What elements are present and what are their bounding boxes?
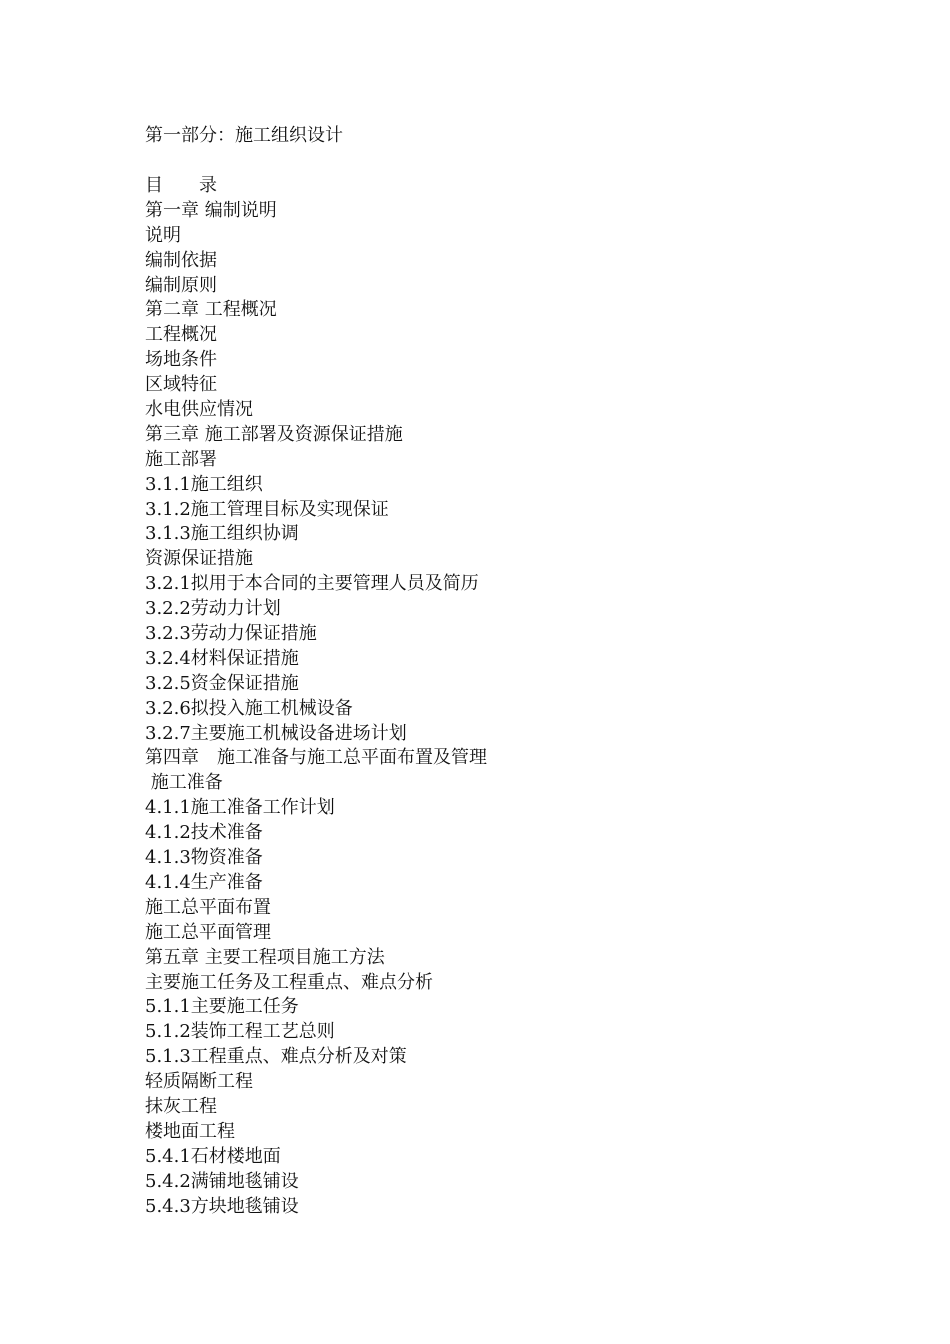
toc-entry: 资源保证措施 [145,548,253,570]
toc-entry: 3.1.1施工组织 [145,473,263,495]
toc-entry: 第五章 主要工程项目施工方法 [145,946,385,968]
toc-entry: 区域特征 [145,374,217,396]
document-title: 第一部分：施工组织设计 [145,125,343,146]
toc-entry: 说明 [145,224,181,246]
toc-entry: 4.1.2技术准备 [145,822,263,844]
toc-entry: 5.1.3工程重点、难点分析及对策 [145,1046,407,1068]
toc-entry: 3.2.5资金保证措施 [145,672,299,694]
toc-entry: 第三章 施工部署及资源保证措施 [145,423,403,445]
toc-entry: 主要施工任务及工程重点、难点分析 [145,971,433,993]
toc-entry: 5.4.1石材楼地面 [145,1145,281,1167]
toc-entry: 施工部署 [145,448,217,470]
toc-entry: 第二章 工程概况 [145,299,277,321]
toc-entry: 施工准备 [145,772,223,794]
toc-entry: 5.1.1主要施工任务 [145,996,299,1018]
toc-entry: 施工总平面管理 [145,921,271,943]
toc-entry: 3.2.6拟投入施工机械设备 [145,697,353,719]
toc-entry: 3.1.3施工组织协调 [145,523,299,545]
toc-entry: 施工总平面布置 [145,896,271,918]
toc-entry: 3.1.2施工管理目标及实现保证 [145,498,389,520]
toc-entry: 抹灰工程 [145,1095,217,1117]
toc-entry: 4.1.1施工准备工作计划 [145,797,335,819]
toc-entry: 5.4.2满铺地毯铺设 [145,1170,299,1192]
toc-entry: 4.1.3物资准备 [145,847,263,869]
toc-entry: 第一章 编制说明 [145,199,277,221]
toc-entry: 3.2.2劳动力计划 [145,598,281,620]
toc-entry: 第四章 施工准备与施工总平面布置及管理 [145,747,487,769]
toc-entry: 5.4.3方块地毯铺设 [145,1195,299,1217]
toc-entry: 5.1.2装饰工程工艺总则 [145,1021,335,1043]
toc-entry: 3.2.4材料保证措施 [145,647,299,669]
toc-entry: 场地条件 [145,349,217,371]
toc-entry: 轻质隔断工程 [145,1071,253,1093]
toc-entry: 3.2.7主要施工机械设备进场计划 [145,722,407,744]
toc-entry: 4.1.4生产准备 [145,871,263,893]
toc-entry: 编制原则 [145,274,217,296]
toc-entry: 水电供应情况 [145,399,253,421]
toc-entry: 目 录 [145,175,217,196]
toc-entry: 楼地面工程 [145,1120,235,1142]
toc-entry: 编制依据 [145,249,217,271]
table-of-contents [145,174,487,1219]
toc-entry: 工程概况 [145,324,217,346]
toc-entry: 3.2.3劳动力保证措施 [145,623,317,645]
toc-entry: 3.2.1拟用于本合同的主要管理人员及简历 [145,573,479,595]
